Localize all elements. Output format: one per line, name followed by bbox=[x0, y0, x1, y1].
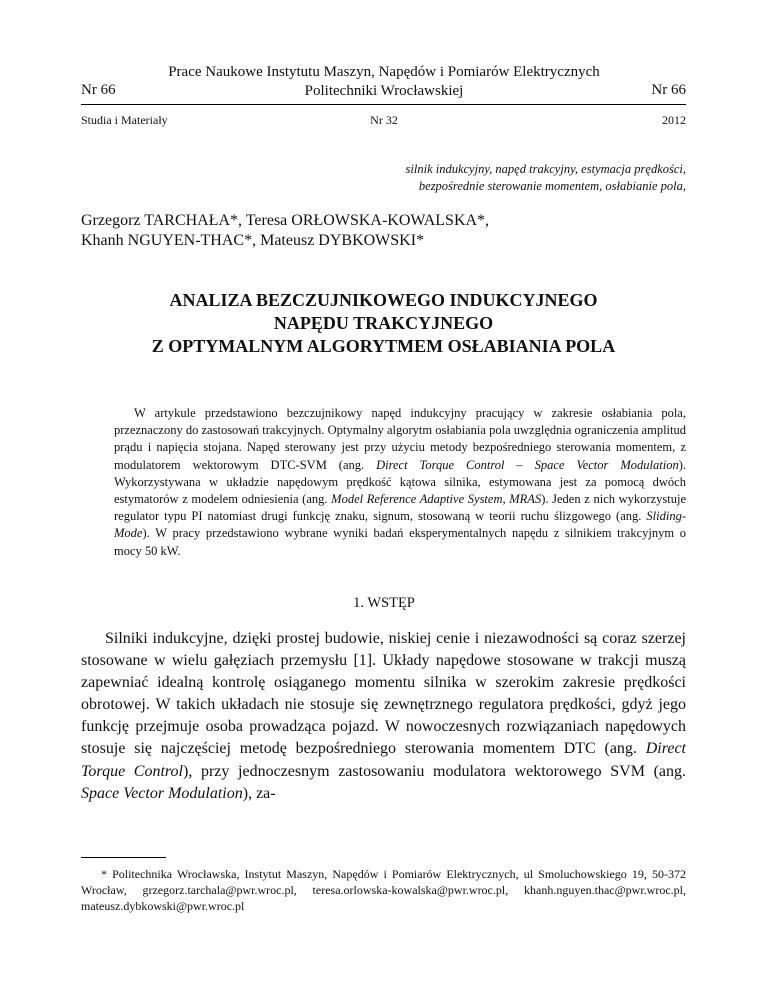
body-paragraph bbox=[81, 628, 686, 805]
keywords-line1: silnik indukcyjny, napęd trakcyjny, estymacja prędkości, bbox=[405, 162, 686, 176]
paper-title bbox=[81, 289, 686, 358]
section-heading: 1. WSTĘP bbox=[353, 595, 415, 611]
paper-title-line1: ANALIZA BEZCZUJNIKOWEGO INDUKCYJNEGO bbox=[169, 290, 598, 310]
authors-line1: Grzegorz TARCHAŁA*, Teresa ORŁOWSKA-KOWALSKA*, bbox=[81, 212, 490, 229]
body-text-3: ), za- bbox=[242, 784, 276, 802]
abstract-text-1: W artykule przedstawiono bezczujnikowy napęd indukcyjny pracujący w zakresie osłabiania pola, przeznaczony do zastosowań trakcyjnych. Optymalny algorytm osłabiania pola uwzględnia ograniczenia amplitud prądu i napięcia stojana. Napęd sterowany jest przy użyciu metody bezpośredniego sterowania momentem, z modulatorem wektorowym DTC-SVM (ang. bbox=[114, 406, 686, 472]
issue-number-right: Nr 66 bbox=[651, 82, 686, 98]
paper-title-line3: Z OPTYMALNYM ALGORYTMEM OSŁABIANIA POLA bbox=[151, 336, 616, 356]
series-issue: Nr 32 bbox=[370, 113, 398, 127]
issue-number-left: Nr 66 bbox=[81, 82, 116, 98]
footnote-divider bbox=[81, 857, 166, 858]
authors bbox=[81, 211, 681, 251]
abstract-text-2: ). Wykorzystywana w układzie napędowym prędkość kątowa silnika, estymowana jest za pomocą dwóch estymatorów z modelem odniesienia (ang. bbox=[114, 457, 686, 507]
body-term-svm: Space Vector Modulation bbox=[81, 784, 243, 802]
abstract-text-3: ). Jeden z nich wykorzystuje regulator typu PI natomiast drugi funkcję znaku, signum, stosowaną w teorii ruchu ślizgowego (ang. bbox=[114, 492, 686, 524]
publication-year: 2012 bbox=[662, 113, 686, 127]
journal-title-line1: Prace Naukowe Instytutu Maszyn, Napędów i Pomiarów Elektrycznych bbox=[168, 64, 600, 80]
header-divider bbox=[81, 104, 686, 105]
abstract-term-sliding-mode: Sliding-Mode bbox=[114, 509, 686, 541]
abstract-text-4: ). W pracy przedstawiono wybrane wyniki badań eksperymentalnych napędu z silnikiem trakcyjnym o mocy 50 kW. bbox=[114, 526, 686, 558]
body-text-1: Silniki indukcyjne, dzięki prostej budowie, niskiej cenie i niezawodności są coraz szerzej stosowane w wielu gałęziach przemysłu [1]. Układy napędowe stosowane w trakcji muszą zapewniać idealną kontrolę osiąganego momentu silnika w szerokim zakresie prędkości obrotowej. W takich układach nie stosuje się zewnętrznego regulatora prędkości, gdyż jego funkcję przejmuje osoba prowadząca pojazd. W nowoczesnych rozwiązaniach napędowych stosuje się najczęściej metodę bezpośredniego sterowania momentem DTC (ang. bbox=[81, 630, 686, 758]
abstract bbox=[114, 405, 686, 560]
authors-line2: Khanh NGUYEN-THAC*, Mateusz DYBKOWSKI* bbox=[81, 232, 425, 249]
paper-title-line2: NAPĘDU TRAKCYJNEGO bbox=[273, 313, 494, 333]
journal-title-line2: Politechniki Wrocławskiej bbox=[304, 83, 464, 99]
body-term-dtc: Direct Torque Control bbox=[81, 740, 686, 780]
keywords bbox=[166, 161, 686, 195]
abstract-term-dtc-svm: Direct Torque Control – Space Vector Modulation bbox=[376, 457, 679, 472]
body-text-2: ), przy jednoczesnym zastosowaniu modulatora wektorowego SVM (ang. bbox=[183, 762, 687, 780]
footnote: * Politechnika Wrocławska, Instytut Maszyn, Napędów i Pomiarów Elektrycznych, ul Smoluchowskiego 19, 50-372 Wrocław, grzegorz.tarchala@pwr.wroc.pl, teresa.orlowska-kowalska@pwr.wroc.pl, khanh.nguyen.thac@pwr.wroc.pl, mateusz.dybkowski@pwr.wroc.pl bbox=[81, 867, 686, 913]
abstract-term-mras: Model Reference Adaptive System, MRAS bbox=[331, 492, 542, 507]
keywords-line2: bezpośrednie sterowanie momentem, osłabianie pola, bbox=[418, 179, 686, 193]
series-label: Studia i Materiały bbox=[81, 113, 168, 127]
